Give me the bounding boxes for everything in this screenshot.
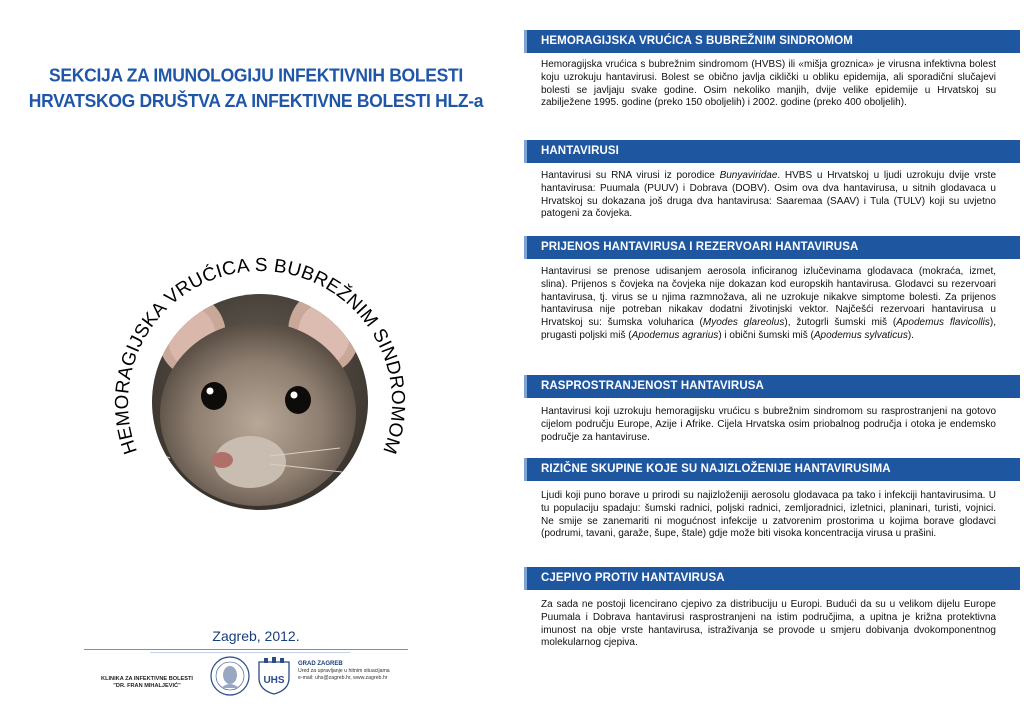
body-text-run: Ljudi koji puno borave u prirodi su najizloženiji aerosolu glodavaca pa tako i infekciji hantavirusima. U tu populaciju spadaju: šumski radnici, poljski radnici, zemljoradnici, izletnici, planinari, turisti, vojnici. Ne smije se zanemariti ni mogućnost infekcije u zatvorenim prostorima u kojima borave glodavci (podrumi, tavani, garaže, šupe, štale) gdje može biti visoka koncentracija virusa u prašini. [541,490,996,540]
species-name: Apodemus agrarius [631,329,719,341]
mouse-photo [130,290,370,512]
clinic-name [88,676,206,690]
grad-zagreb-contact: e-mail: uhs@zagreb.hr, www.zagreb.hr [298,675,388,681]
clinic-name-line-2: "DR. FRAN MIHALJEVIĆ" [113,683,181,689]
body-text-run: . HVBS u Hrvatskoj u ljudi uzrokuju dvije vrste hantavirusa: Puumala (PUUV) i Dobrava (DOBV). Osim ova dva hantavirusa, u sitnih glodavaca u Hrvatskoj su dokazana još druga dva hantavirusa: Saaremaa (SAAV) i Tula (TULV) koji su uvjetno patogeni za čovjeka. [541,170,996,220]
organization-title-line-2: HRVATSKOG DRUŠTVA ZA INFEKTIVNE BOLESTI HLZ-a [28,90,484,112]
uhs-shield-logo [256,656,292,696]
section-header-prijenos: PRIJENOS HANTAVIRUSA I REZERVOARI HANTAVIRUSA [524,236,1020,259]
grad-zagreb-info [298,661,418,682]
uhs-logo-text: UHS [263,675,285,686]
organization-title [20,63,492,113]
section-body-prijenos [541,266,996,343]
body-text-run: Hantavirusi su RNA virusi iz porodice [541,170,720,181]
clinic-name-line-1: KLINIKA ZA INFEKTIVNE BOLESTI [101,676,193,682]
section-body-hantavirusi [541,170,996,221]
section-body-rizicne-skupine [541,490,996,541]
species-name: Apodemus flavicollis [896,317,990,329]
grad-zagreb-name: GRAD ZAGREB [298,661,343,667]
body-text-run: Hantavirusi koji uzrokuju hemoragijsku vrućicu s bubrežnim sindromom su rasprostranjeni na gotovo cijelom području Europe, Azije i Afrike. Cijela Hrvatska osim priobalnog područja i otoka je endemsko područje za hantaviruse. [541,406,996,443]
section-header-cjepivo: CJEPIVO PROTIV HANTAVIRUSA [524,567,1020,590]
body-text-run: Za sada ne postoji licencirano cjepivo za distribuciju u Europi. Budući da su u velikom dijelu Europe Puumala i Dobrava hantavirusi rasprostranjeni na istim područjima, a upitna je križna protektivna imunost na obje vrste hantavirusa, istraživanja se provode u smjeru dobivanja dvokomponentnog molekularnog cjepiva. [541,599,996,649]
body-text-run: ), prugasti poljski miš ( [541,317,997,341]
section-body-hvbs [541,59,996,110]
body-text-run: Hantavirusi se prenose udisanjem aerosola inficiranog izlučevinama glodavaca (mokraća, izmet, slina). Prijenos s čovjeka na čovjeka nije dokazan kod europskih hantavirusa. Glodavci su rezervoari hantavirusa, tj. virus se u njima razmnožava, ali ne uzrokuje nikakve simptome bolesti. Za prijenos hantavirusa nije potreban nikakav dodatni životinjski vektor. Najčešći rezervoari hantavirusa u Hrvatskoj su: šumska voluharica ( [541,266,996,329]
clinic-seal-logo [210,656,250,696]
section-body-rasprostranjenost [541,406,996,444]
body-text-run: ). [907,329,914,341]
body-text-run: ) i obični šumski miš ( [718,329,814,341]
section-header-rasprostranjenost: RASPROSTRANJENOST HANTAVIRUSA [524,375,1020,398]
footer-divider [84,649,408,650]
organization-title-line-1: SEKCIJA ZA IMUNOLOGIJU INFEKTIVNIH BOLESTI [49,64,463,86]
footer-divider-secondary [150,652,350,653]
section-body-cjepivo [541,599,996,650]
info-panel [512,0,1024,724]
city-year: Zagreb, 2012. [212,628,300,644]
emblem-mouse-photo [110,234,410,534]
section-header-hantavirusi: HANTAVIRUSI [524,140,1020,163]
species-name: Bunyaviridae [719,170,778,181]
species-name: Apodemus sylvaticus [813,329,908,341]
body-text-run: ), žutogrli šumski miš ( [784,317,897,329]
body-text-run: Hemoragijska vrućica s bubrežnim sindromom (HVBS) ili «mišja groznica» je virusna infektivna bolest koju uzrokuju hantavirusi. Bolest se obično javlja ciklički u obliku epidemija, ali sporadični slučajevi bolesti se javljaju svake godine. Osim nekoliko manjih, dvije velike epidemije u Hrvatskoj su zabilježene 1995. godine (preko 150 oboljelih) i 2002. godine (preko 400 oboljelih). [541,59,996,109]
section-header-rizicne-skupine: RIZIČNE SKUPINE KOJE SU NAJIZLOŽENIJE HANTAVIRUSIMA [524,458,1020,481]
grad-zagreb-office: Ured za upravljanje u hitnim situacijama [298,668,390,674]
species-name: Myodes glareolus [702,317,785,329]
section-header-hvbs: HEMORAGIJSKA VRUĆICA S BUBREŽNIM SINDROMOM [524,30,1020,53]
emblem-arc-textpath: HEMORAGIJSKA VRUĆICA S BUBREŽNIM SINDROMOM [111,254,409,457]
